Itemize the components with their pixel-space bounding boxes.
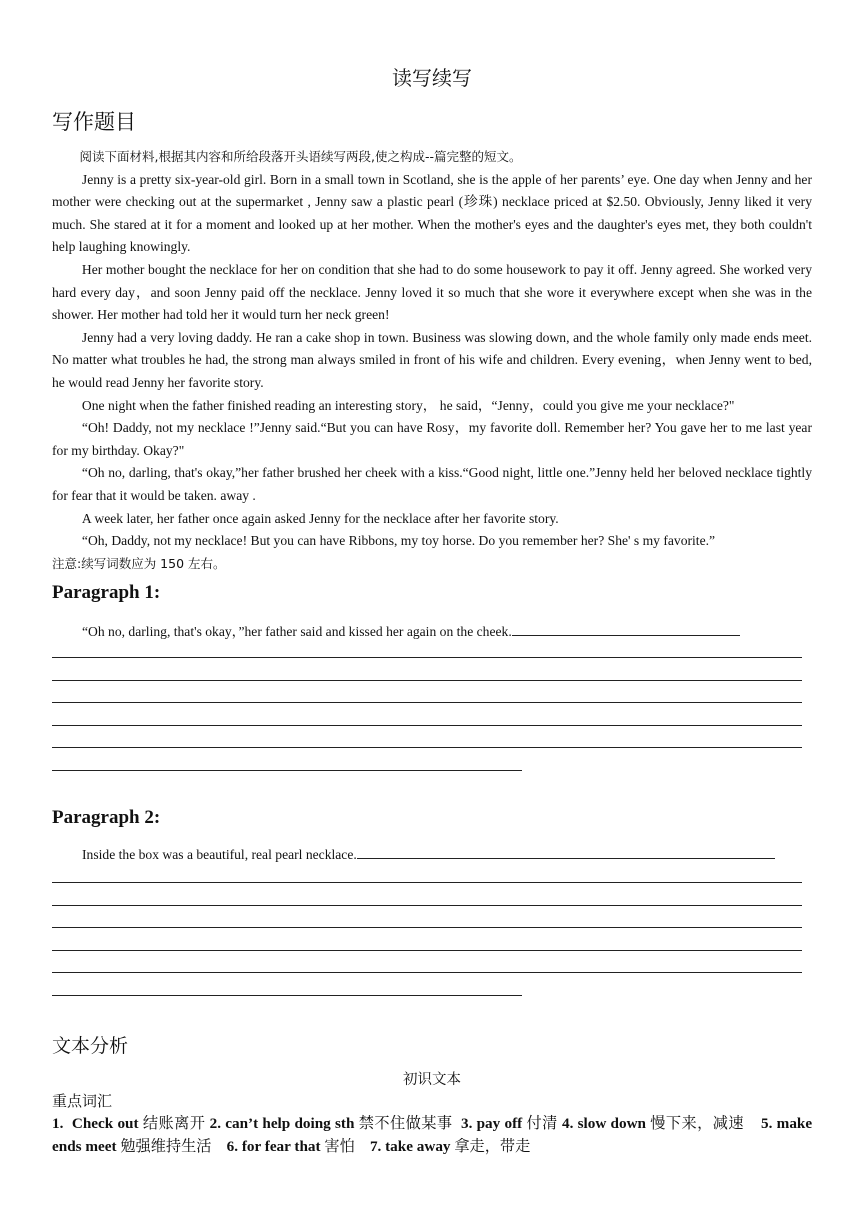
paragraph1-heading: Paragraph 1: <box>52 582 161 603</box>
paragraph2-lead-text: Inside the box was a beautiful, real pearl necklace. <box>82 847 357 862</box>
vocab-item: 1. Check out 结账离开 <box>52 1114 206 1132</box>
story-paragraph: Jenny had a very loving daddy. He ran a cake shop in town. Business was slowing down, and the whole family only made ends meet. No matter what troubles he had, the strong man always smiled in front of his wife and children. Every evening，when Jenny went to bed, he would read Jenny her favorite story. <box>52 329 812 390</box>
story-paragraph: “Oh no, darling, that's okay,”her father brushed her cheek with a kiss.“Good night, little one.”Jenny held her beloved necklace tightly for fear that it would be taken. away . <box>52 465 812 503</box>
paragraph1-writing-line[interactable] <box>52 725 802 726</box>
story-paragraph: “Oh, Daddy, not my necklace! But you can have Ribbons, my toy horse. Do you remember her? She' s my favorite.” <box>81 533 716 549</box>
paragraph1-answer-blank[interactable] <box>512 622 740 636</box>
vocab-item: 6. for fear that 害怕 <box>226 1137 355 1155</box>
reading-material <box>52 146 812 575</box>
key-vocab-heading: 重点词汇 <box>52 1092 113 1110</box>
first-reading-label: 初识文本 <box>403 1072 461 1088</box>
story-paragraph: One night when the father finished reading an interesting story， he said，“Jenny，could you give me your necklace?" <box>81 397 735 413</box>
paragraph1-writing-line[interactable] <box>52 770 522 771</box>
paragraph1-writing-line[interactable] <box>52 747 802 748</box>
page-title: 读写续写 <box>392 66 472 90</box>
story-paragraph: Her mother bought the necklace for her on condition that she had to do some housework to pay it off. Jenny agreed. She worked very hard every day，and soon Jenny paid off the necklace. Jenny loved it so much that she wore it everywhere except when she was in the shower. Her mother had told her it would turn her neck green! <box>52 261 812 323</box>
word-count-note: 注意:续写词数应为 150 左右。 <box>52 555 226 571</box>
vocab-item: 2. can’t help doing sth 禁不住做某事 <box>209 1114 453 1132</box>
story-paragraph: “Oh! Daddy, not my necklace !”Jenny said.“But you can have Rosy，my favorite doll. Remember her? You gave her to me last year for my birthday. Okay?" <box>52 420 812 458</box>
writing-section-heading: 写作题目 <box>52 110 136 134</box>
paragraph2-writing-line[interactable] <box>52 972 802 973</box>
analysis-section-heading: 文本分析 <box>52 1035 129 1057</box>
paragraph2-lead <box>82 845 775 863</box>
paragraph1-writing-line[interactable] <box>52 680 802 681</box>
instruction-text: 阅读下面材料,根据其内容和所给段落开头语续写两段,使之构成--篇完整的短文。 <box>79 149 522 164</box>
vocab-item: 7. take away 拿走，带走 <box>369 1137 531 1155</box>
paragraph2-writing-line[interactable] <box>52 927 802 928</box>
paragraph2-writing-line[interactable] <box>52 995 522 996</box>
paragraph1-lead-text: “Oh no, darling, that's okay，”her father said and kissed her again on the cheek. <box>82 624 512 639</box>
paragraph1-writing-line[interactable] <box>52 702 802 703</box>
paragraph1-lead <box>82 620 740 640</box>
paragraph2-writing-line[interactable] <box>52 950 802 951</box>
story-paragraph: Jenny is a pretty six-year-old girl. Born in a small town in Scotland, she is the apple of her parents’ eye. One day when Jenny and her mother were checking out at the supermarket , Jenny saw a plastic pearl (珍珠) necklace priced at $2.50. Obviously, Jenny liked it very much. She stared at it for a moment and looked up at her mother. When the mother's eyes and the daughter's eyes met, they both couldn't help laughing knowingly. <box>52 171 812 255</box>
story-paragraph: A week later, her father once again asked Jenny for the necklace after her favorite story. <box>81 510 559 526</box>
vocab-item: 3. pay off 付清 <box>460 1114 558 1132</box>
paragraph2-answer-blank[interactable] <box>357 845 775 859</box>
paragraph2-writing-line[interactable] <box>52 882 802 883</box>
key-vocab-list <box>52 1112 812 1158</box>
vocab-item: 4. slow down 慢下来，减速 <box>561 1114 745 1132</box>
vocab-item: 5. make ends meet 勉强维持生活 <box>52 1115 813 1155</box>
paragraph2-writing-line[interactable] <box>52 905 802 906</box>
paragraph2-heading: Paragraph 2: <box>52 807 161 828</box>
paragraph1-writing-line[interactable] <box>52 657 802 658</box>
